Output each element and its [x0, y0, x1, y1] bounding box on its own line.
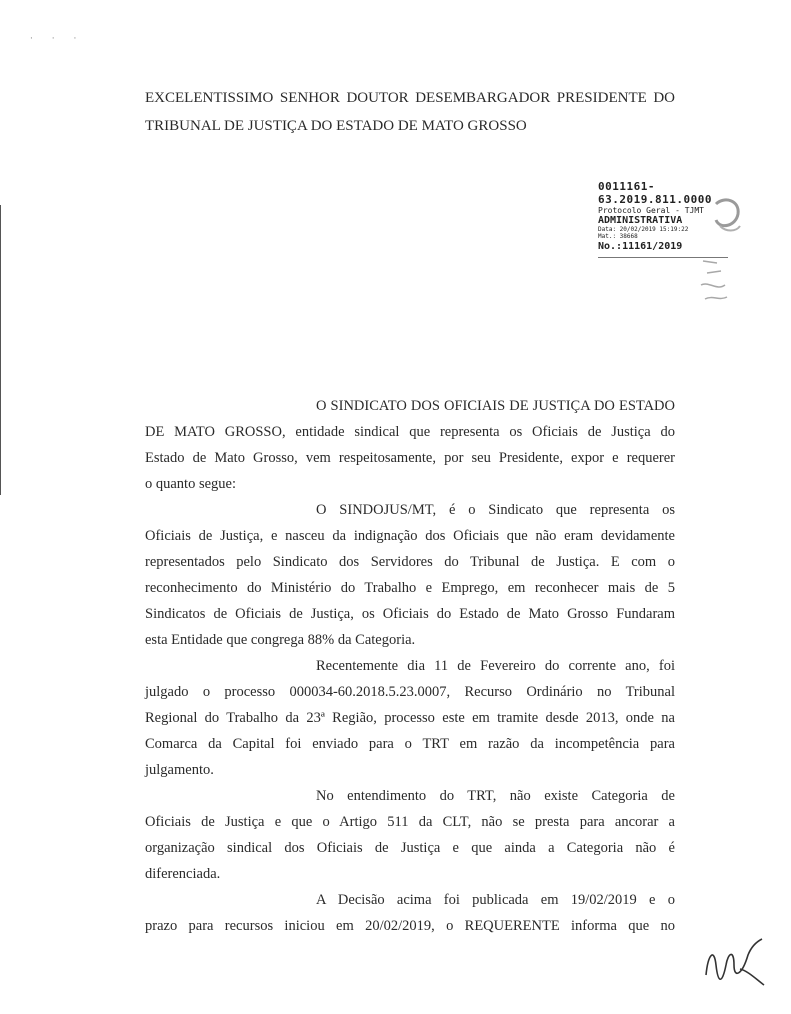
- signature-mark: [700, 935, 770, 995]
- heading-word: SENHOR: [279, 90, 340, 106]
- stamp-protocol-number: No.:11161/2019: [598, 241, 683, 252]
- document-heading: [145, 84, 675, 140]
- scan-artifact: · · ·: [30, 34, 85, 44]
- text-line: julgamento.: [145, 762, 214, 778]
- text-line: Oficiais de Justiça, e nasceu da indignação dos Oficiais que não eram devidamente: [145, 528, 675, 544]
- stamp-smudge-icon: [695, 255, 735, 305]
- stamp-seal-icon: [710, 196, 744, 236]
- text-line: representados pelo Sindicato dos Servidores do Tribunal de Justiça. E com o: [145, 554, 675, 570]
- heading-line-1: [145, 84, 675, 112]
- stamp-mat: Mat.: 38668: [598, 233, 638, 240]
- text-line: No entendimento do TRT, não existe Categoria de: [316, 788, 675, 804]
- heading-word: DO: [653, 90, 675, 106]
- text-line: Comarca da Capital foi enviado para o TRT em razão da incompetência para: [145, 736, 675, 752]
- text-line: Estado de Mato Grosso, vem respeitosamente, por seu Presidente, expor e requerer: [145, 450, 675, 466]
- text-line: A Decisão acima foi publicada em 19/02/2019 e o: [316, 892, 675, 908]
- document-body: [145, 393, 675, 939]
- text-line: reconhecimento do Ministério do Trabalho e Emprego, em reconhecer mais de 5: [145, 580, 675, 596]
- paragraph-2: [145, 497, 675, 653]
- text-line: diferenciada.: [145, 866, 221, 882]
- paragraph-1: [145, 393, 675, 497]
- scan-edge-line: [0, 205, 1, 495]
- paragraph-4: [145, 783, 675, 887]
- heading-word: DESEMBARGADOR: [415, 90, 551, 106]
- text-line: organização sindical dos Oficiais de Justiça e que ainda a Categoria não é: [145, 840, 675, 856]
- text-line: Recentemente dia 11 de Fevereiro do corrente ano, foi: [316, 658, 675, 674]
- heading-word: EXCELENTISSIMO: [145, 90, 274, 106]
- paragraph-3: [145, 653, 675, 783]
- heading-line-2: TRIBUNAL DE JUSTIÇA DO ESTADO DE MATO GROSSO: [145, 118, 527, 134]
- text-line: Oficiais de Justiça e que o Artigo 511 da CLT, não se presta para ancorar a: [145, 814, 675, 830]
- heading-word: PRESIDENTE: [556, 90, 647, 106]
- text-line: Sindicatos de Oficiais de Justiça, os Oficiais do Estado de Mato Grosso Fundaram: [145, 606, 675, 622]
- text-line: julgado o processo 000034-60.2018.5.23.0007, Recurso Ordinário no Tribunal: [145, 684, 675, 700]
- stamp-date: Data: 20/02/2019 15:19:22: [598, 226, 689, 233]
- text-line: O SINDICATO DOS OFICIAIS DE JUSTIÇA DO ESTADO: [316, 398, 675, 414]
- text-line: O SINDOJUS/MT, é o Sindicato que representa os: [316, 502, 675, 518]
- paragraph-5: [145, 887, 675, 939]
- stamp-protocol: Protocolo Geral - TJMT: [598, 206, 704, 215]
- text-line: prazo para recursos iniciou em 20/02/2019, o REQUERENTE informa que no: [145, 918, 675, 934]
- text-line: Regional do Trabalho da 23ª Região, processo este em tramite desde 2013, onde na: [145, 710, 675, 726]
- text-line: esta Entidade que congrega 88% da Categoria.: [145, 632, 416, 648]
- stamp-process-number: 0011161-63.2019.811.0000: [598, 180, 712, 206]
- stamp-department: ADMINISTRATIVA: [598, 215, 683, 226]
- heading-word: DOUTOR: [346, 90, 409, 106]
- text-line: o quanto segue:: [145, 476, 237, 492]
- text-line: DE MATO GROSSO, entidade sindical que representa os Oficiais de Justiça do: [145, 424, 675, 440]
